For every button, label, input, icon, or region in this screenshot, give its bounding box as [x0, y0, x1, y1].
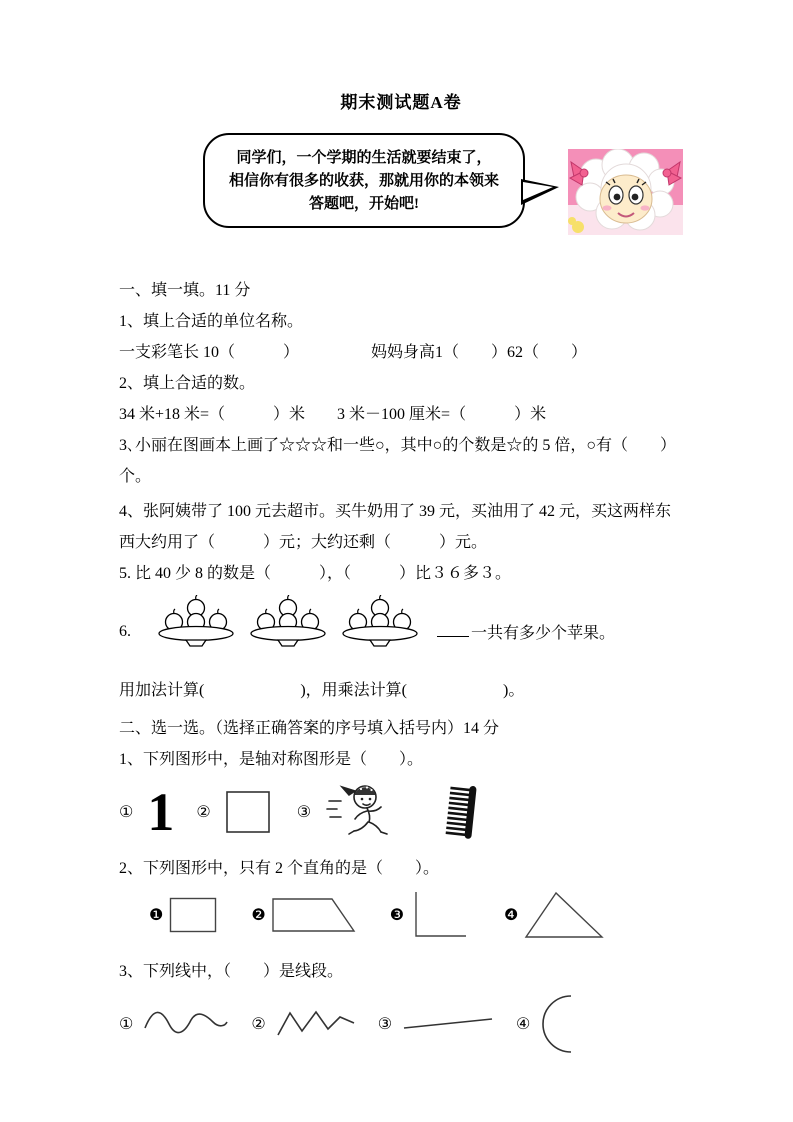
arc-icon: [540, 993, 580, 1055]
square-outline-icon: [225, 790, 271, 834]
apple-plate-icon: [249, 595, 327, 647]
s1-q6-number: 6.: [119, 623, 131, 640]
bubble-line-1: 同学们，一个学期的生活就要结束了，: [236, 150, 492, 166]
bubble-line-2: 相信你有很多的收获，那就用你的本领来: [228, 173, 499, 189]
trapezoid-icon: [272, 897, 356, 933]
s2-q1-options-row: [119, 781, 683, 843]
section1-heading: 一、填一填。11 分: [119, 282, 251, 299]
comb-icon: [445, 783, 479, 841]
option-label-4: ④: [516, 1016, 531, 1033]
option-label-4: ❹: [504, 907, 519, 924]
s1-q1-blanks: 一支彩笔长 10（ ） 妈妈身高1（ ）62（ ）: [119, 344, 588, 361]
s1-q1-label: 1、填上合适的单位名称。: [119, 313, 304, 330]
apple-plate-icon: [341, 595, 419, 647]
speech-bubble: [203, 133, 525, 228]
s1-q4-line1: 4、张阿姨带了 100 元去超市。买牛奶用了 39 元，买油用了 42 元，买这两样东: [119, 503, 672, 520]
intro-row: [119, 127, 683, 259]
straight-segment-icon: [402, 1014, 494, 1034]
s1-q5-line: 5. 比 40 少 8 的数是（ ），（ ）比３６多３。: [119, 565, 512, 582]
answer-line: [437, 636, 469, 637]
option-label-2: ②: [251, 1016, 266, 1033]
s1-q6-question: 一共有多少个苹果。: [471, 625, 616, 642]
s1-q2-label: 2、填上合适的数。: [119, 375, 256, 392]
option-label-1: ①: [119, 804, 134, 821]
s1-q6-row: [119, 595, 683, 647]
s1-q3-line1: 3､小丽在图画本上画了☆☆☆和一些○，其中○的个数是☆的 5 倍，○有（ ）: [119, 437, 676, 454]
s2-q2-shapes-row: [149, 890, 683, 940]
page-title: 期末测试题A卷: [340, 93, 462, 112]
shape-option-2: [251, 897, 355, 933]
s1-q4-line2: 西大约用了（ ）元；大约还剩（ ）元。: [119, 534, 488, 551]
option-label-1: ❶: [149, 907, 164, 924]
rectangle-icon: [169, 897, 217, 933]
option-label-3: ③: [296, 804, 312, 821]
zigzag-line-icon: [276, 1009, 356, 1039]
option-label-1: ①: [119, 1016, 134, 1033]
bubble-line-3: 答题吧，开始吧!: [309, 196, 419, 212]
running-child-icon: [325, 781, 405, 843]
apple-plate-icon: [157, 595, 235, 647]
shape-option-3: [390, 890, 470, 940]
option-label-3: ❸: [389, 907, 405, 924]
s2-q3-lines-row: [119, 993, 683, 1055]
numeral-1-icon: 1: [147, 782, 175, 842]
option-label-2: ②: [196, 804, 211, 821]
s2-q3-label: 3、下列线中，（ ）是线段。: [119, 963, 344, 980]
s1-q3-line2: 个。: [119, 468, 152, 485]
wavy-line-icon: [143, 1006, 229, 1042]
s2-q2-label: 2、下列图形中，只有 2 个直角的是（ ）。: [119, 860, 440, 877]
option-label-2: ❷: [251, 907, 266, 924]
s1-q6-calc: 用加法计算( )，用乘法计算( )。: [119, 682, 525, 699]
s2-q1-label: 1、下列图形中，是轴对称图形是（ ）。: [119, 751, 424, 768]
section2-heading: 二、选一选。（选择正确答案的序号填入括号内）14 分: [119, 720, 500, 737]
right-angle-icon: [410, 890, 470, 940]
s1-q2-blanks: 34 米+18 米=（ ）米 3 米－100 厘米=（ ）米: [119, 406, 547, 423]
shape-option-1: [149, 897, 217, 933]
shape-option-4: [504, 891, 604, 939]
option-label-3: ③: [377, 1016, 393, 1033]
sheep-mascot-icon: [568, 149, 683, 235]
triangle-icon: [524, 891, 604, 939]
speech-bubble-tail: [521, 179, 559, 205]
